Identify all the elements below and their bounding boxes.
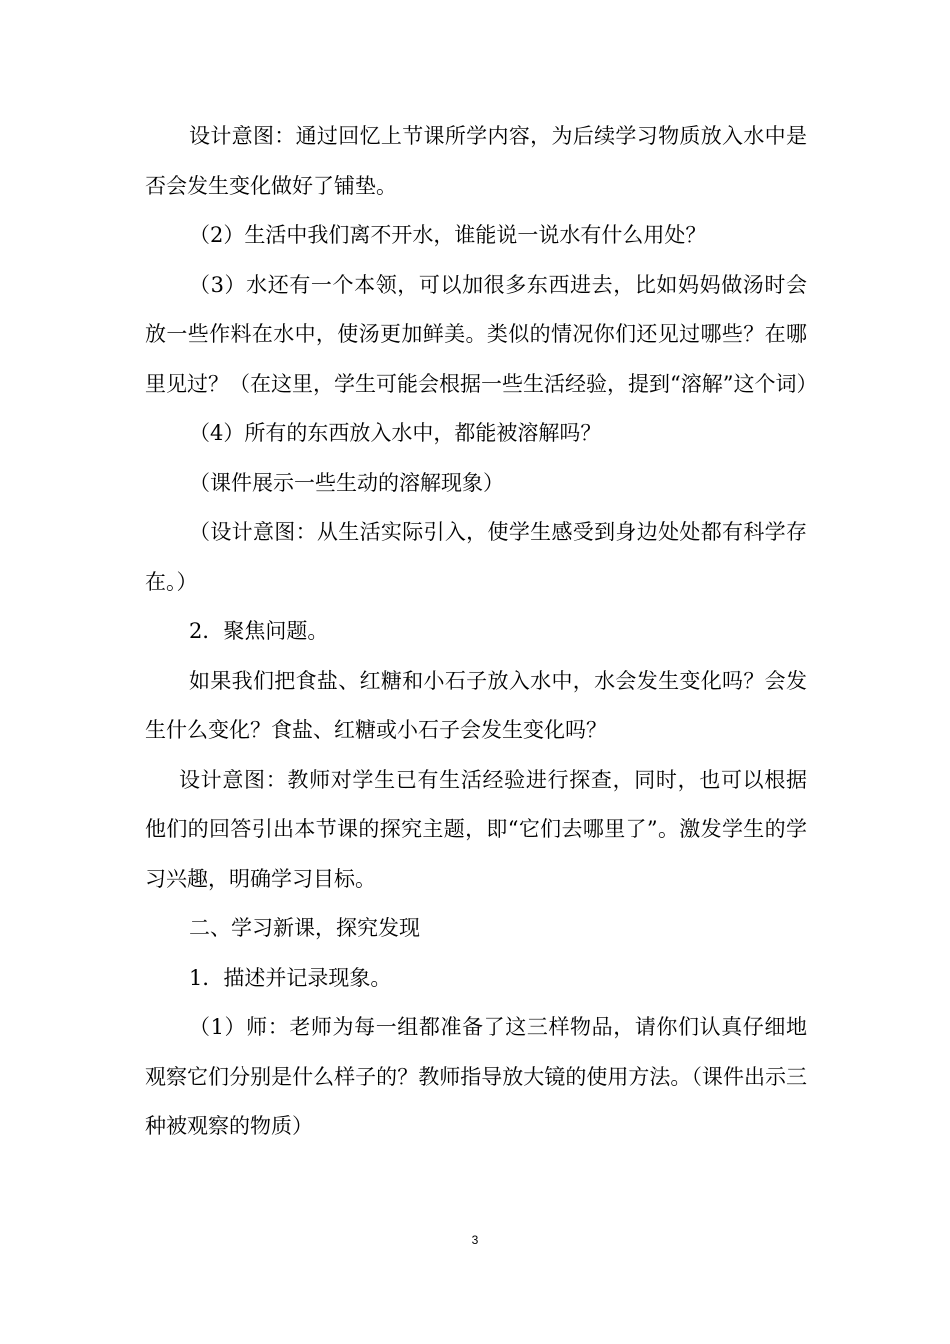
paragraph-focus-question: 如果我们把食盐、红糖和小石子放入水中，水会发生变化吗？会发生什么变化？食盐、红糖或小石子会发生变化吗？ xyxy=(145,668,807,742)
heading-focus-question: 2．聚焦问题。 xyxy=(189,619,329,643)
paragraph-design-intent-3: 设计意图：教师对学生已有生活经验进行探查，同时，也可以根据他们的回答引出本节课的探究主题，即“它们去哪里了”。激发学生的学习兴趣，明确学习目标。 xyxy=(145,767,807,891)
paragraph-question-2: （2）生活中我们离不开水，谁能说一说水有什么用处？ xyxy=(189,223,707,247)
heading-section-two: 二、学习新课，探究发现 xyxy=(189,916,420,940)
paragraph-courseware-note: （课件展示一些生动的溶解现象） xyxy=(189,470,504,495)
paragraph-question-3: （3）水还有一个本领，可以加很多东西进去，比如妈妈做汤时会放一些作料在水中，使汤更加鲜美。类似的情况你们还见过哪些？在哪里见过？（在这里，学生可能会根据一些生活经验，提到“溶解”这个词） xyxy=(145,272,818,396)
paragraph-design-intent-1: 设计意图：通过回忆上节课所学内容，为后续学习物质放入水中是否会发生变化做好了铺垫。 xyxy=(145,124,807,198)
paragraph-teacher-instruction: （1）师：老师为每一组都准备了这三样物品，请你们认真仔细地观察它们分别是什么样子的？教师指导放大镜的使用方法。（课件出示三种被观察的物质） xyxy=(145,1015,807,1138)
paragraph-design-intent-2: （设计意图：从生活实际引入，使学生感受到身边处处都有科学存在。） xyxy=(145,520,807,594)
page-number: 3 xyxy=(471,1233,479,1247)
document-body xyxy=(145,112,818,1152)
paragraph-question-4: （4）所有的东西放入水中，都能被溶解吗？ xyxy=(189,421,602,445)
heading-describe-record: 1．描述并记录现象。 xyxy=(189,965,392,990)
